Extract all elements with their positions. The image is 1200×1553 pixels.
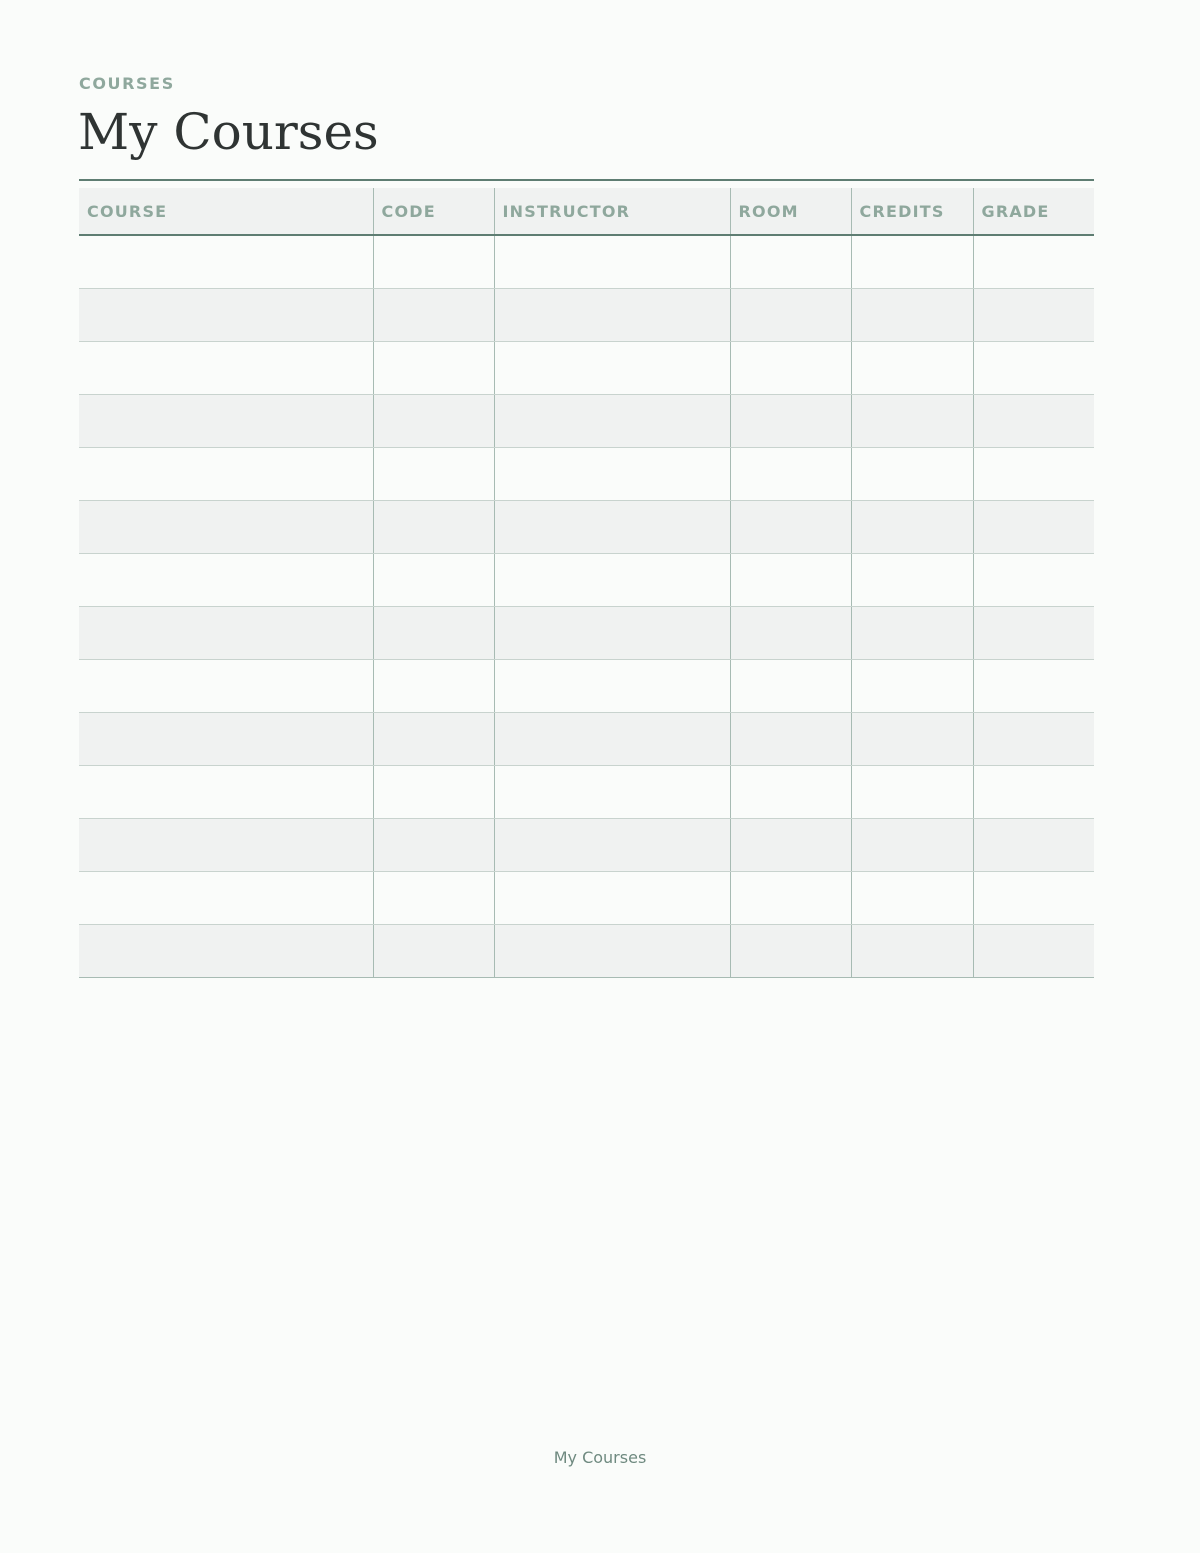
- title-divider: [79, 179, 1094, 181]
- table-cell-instructor[interactable]: [494, 925, 730, 978]
- table-cell-room[interactable]: [730, 395, 851, 448]
- table-row: [79, 501, 1094, 554]
- table-cell-grade[interactable]: [973, 660, 1094, 713]
- table-row: [79, 925, 1094, 978]
- table-cell-code[interactable]: [373, 448, 494, 501]
- table-cell-course[interactable]: [79, 342, 373, 395]
- table-cell-credits[interactable]: [851, 819, 973, 872]
- table-cell-grade[interactable]: [973, 235, 1094, 289]
- table-cell-code[interactable]: [373, 660, 494, 713]
- table-cell-credits[interactable]: [851, 342, 973, 395]
- table-cell-code[interactable]: [373, 395, 494, 448]
- table-cell-credits[interactable]: [851, 289, 973, 342]
- table-cell-grade[interactable]: [973, 342, 1094, 395]
- page-eyebrow: COURSES: [79, 74, 175, 93]
- table-cell-credits[interactable]: [851, 660, 973, 713]
- table-cell-grade[interactable]: [973, 607, 1094, 660]
- table-cell-room[interactable]: [730, 607, 851, 660]
- table-row: [79, 819, 1094, 872]
- table-cell-grade[interactable]: [973, 501, 1094, 554]
- table-cell-instructor[interactable]: [494, 448, 730, 501]
- table-cell-course[interactable]: [79, 554, 373, 607]
- column-header-room: ROOM: [730, 188, 851, 235]
- table-row: [79, 289, 1094, 342]
- table-cell-code[interactable]: [373, 289, 494, 342]
- column-header-course: COURSE: [79, 188, 373, 235]
- table-cell-course[interactable]: [79, 819, 373, 872]
- courses-table: [79, 188, 1094, 978]
- table-cell-code[interactable]: [373, 501, 494, 554]
- table-cell-instructor[interactable]: [494, 342, 730, 395]
- page-footer: My Courses: [553, 1448, 647, 1467]
- table-cell-instructor[interactable]: [494, 235, 730, 289]
- table-cell-room[interactable]: [730, 766, 851, 819]
- column-header-instructor: INSTRUCTOR: [494, 188, 730, 235]
- table-cell-credits[interactable]: [851, 925, 973, 978]
- table-cell-grade[interactable]: [973, 819, 1094, 872]
- table-cell-instructor[interactable]: [494, 660, 730, 713]
- table-cell-grade[interactable]: [973, 289, 1094, 342]
- table-cell-instructor[interactable]: [494, 395, 730, 448]
- table-cell-grade[interactable]: [973, 872, 1094, 925]
- table-row: [79, 872, 1094, 925]
- table-row: [79, 395, 1094, 448]
- table-cell-room[interactable]: [730, 819, 851, 872]
- table-cell-instructor[interactable]: [494, 766, 730, 819]
- table-row: [79, 448, 1094, 501]
- table-cell-credits[interactable]: [851, 501, 973, 554]
- column-header-credits: CREDITS: [851, 188, 973, 235]
- table-cell-grade[interactable]: [973, 554, 1094, 607]
- table-cell-grade[interactable]: [973, 448, 1094, 501]
- table-row: [79, 766, 1094, 819]
- table-cell-credits[interactable]: [851, 448, 973, 501]
- table-cell-course[interactable]: [79, 660, 373, 713]
- table-cell-code[interactable]: [373, 554, 494, 607]
- column-header-code: CODE: [373, 188, 494, 235]
- table-cell-room[interactable]: [730, 235, 851, 289]
- table-body: [79, 235, 1094, 978]
- table-cell-room[interactable]: [730, 289, 851, 342]
- table-row: [79, 554, 1094, 607]
- table-cell-grade[interactable]: [973, 713, 1094, 766]
- table-cell-code[interactable]: [373, 819, 494, 872]
- table-cell-code[interactable]: [373, 607, 494, 660]
- table-cell-grade[interactable]: [973, 395, 1094, 448]
- table-cell-instructor[interactable]: [494, 872, 730, 925]
- table-cell-room[interactable]: [730, 713, 851, 766]
- table-cell-credits[interactable]: [851, 713, 973, 766]
- table-cell-code[interactable]: [373, 925, 494, 978]
- table-cell-course[interactable]: [79, 395, 373, 448]
- table-cell-instructor[interactable]: [494, 501, 730, 554]
- table-row: [79, 607, 1094, 660]
- table-cell-credits[interactable]: [851, 607, 973, 660]
- table-cell-code[interactable]: [373, 342, 494, 395]
- table-cell-code[interactable]: [373, 235, 494, 289]
- table-cell-credits[interactable]: [851, 766, 973, 819]
- table-cell-room[interactable]: [730, 872, 851, 925]
- table-cell-code[interactable]: [373, 713, 494, 766]
- table-cell-credits[interactable]: [851, 872, 973, 925]
- table-cell-course[interactable]: [79, 235, 373, 289]
- table-row: [79, 713, 1094, 766]
- table-cell-code[interactable]: [373, 766, 494, 819]
- table-cell-instructor[interactable]: [494, 289, 730, 342]
- column-header-grade: GRADE: [973, 188, 1094, 235]
- table-cell-room[interactable]: [730, 660, 851, 713]
- table-cell-grade[interactable]: [973, 925, 1094, 978]
- table-cell-instructor[interactable]: [494, 607, 730, 660]
- table-cell-course[interactable]: [79, 448, 373, 501]
- table-row: [79, 342, 1094, 395]
- table-cell-credits[interactable]: [851, 235, 973, 289]
- table-header-row: [79, 188, 1094, 235]
- table-cell-credits[interactable]: [851, 554, 973, 607]
- table-cell-course[interactable]: [79, 872, 373, 925]
- table-cell-grade[interactable]: [973, 766, 1094, 819]
- table-cell-room[interactable]: [730, 501, 851, 554]
- table-cell-course[interactable]: [79, 289, 373, 342]
- table-row: [79, 235, 1094, 289]
- table-cell-course[interactable]: [79, 925, 373, 978]
- table-cell-instructor[interactable]: [494, 819, 730, 872]
- table-cell-room[interactable]: [730, 342, 851, 395]
- table-cell-credits[interactable]: [851, 395, 973, 448]
- table-cell-course[interactable]: [79, 713, 373, 766]
- table-cell-room[interactable]: [730, 554, 851, 607]
- table-cell-instructor[interactable]: [494, 554, 730, 607]
- table-cell-course[interactable]: [79, 766, 373, 819]
- table-cell-code[interactable]: [373, 872, 494, 925]
- page-title: My Courses: [78, 103, 379, 161]
- table-cell-course[interactable]: [79, 501, 373, 554]
- table-cell-course[interactable]: [79, 607, 373, 660]
- table-row: [79, 660, 1094, 713]
- table-cell-room[interactable]: [730, 448, 851, 501]
- table-cell-instructor[interactable]: [494, 713, 730, 766]
- table-cell-room[interactable]: [730, 925, 851, 978]
